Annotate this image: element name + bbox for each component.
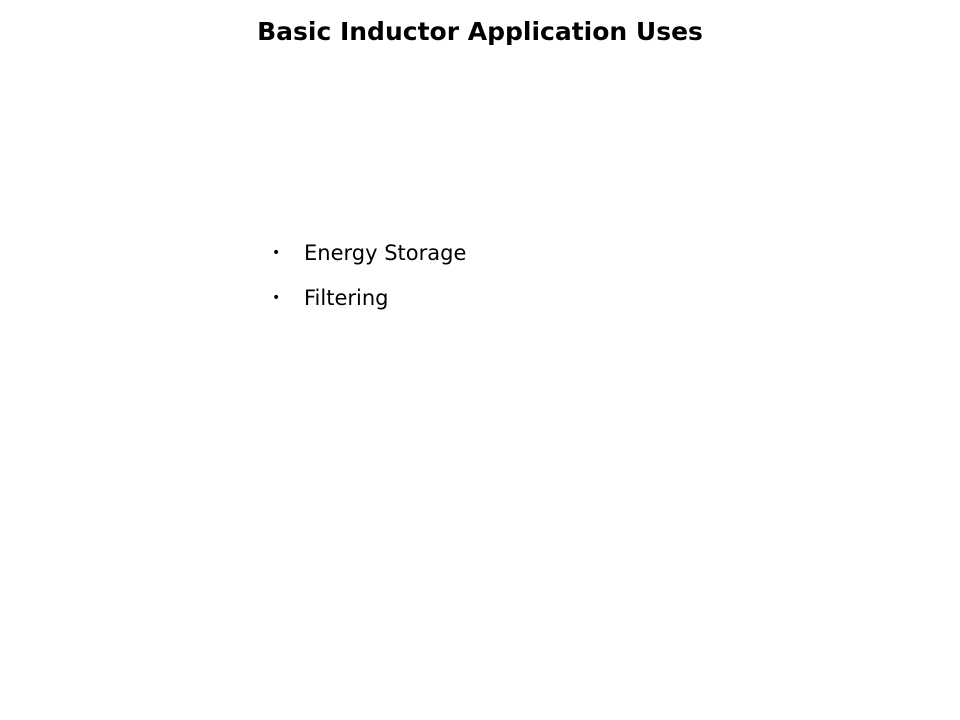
bullet-list xyxy=(272,236,466,326)
bullet-item-energy-storage xyxy=(272,236,466,270)
bullet-dot-icon: • xyxy=(272,245,281,261)
bullet-dot-icon: • xyxy=(272,290,281,306)
bullet-text: Energy Storage xyxy=(304,241,467,265)
bullet-text: Filtering xyxy=(304,286,389,310)
slide-title: Basic Inductor Application Uses xyxy=(257,17,703,46)
bullet-item-filtering xyxy=(272,281,466,315)
